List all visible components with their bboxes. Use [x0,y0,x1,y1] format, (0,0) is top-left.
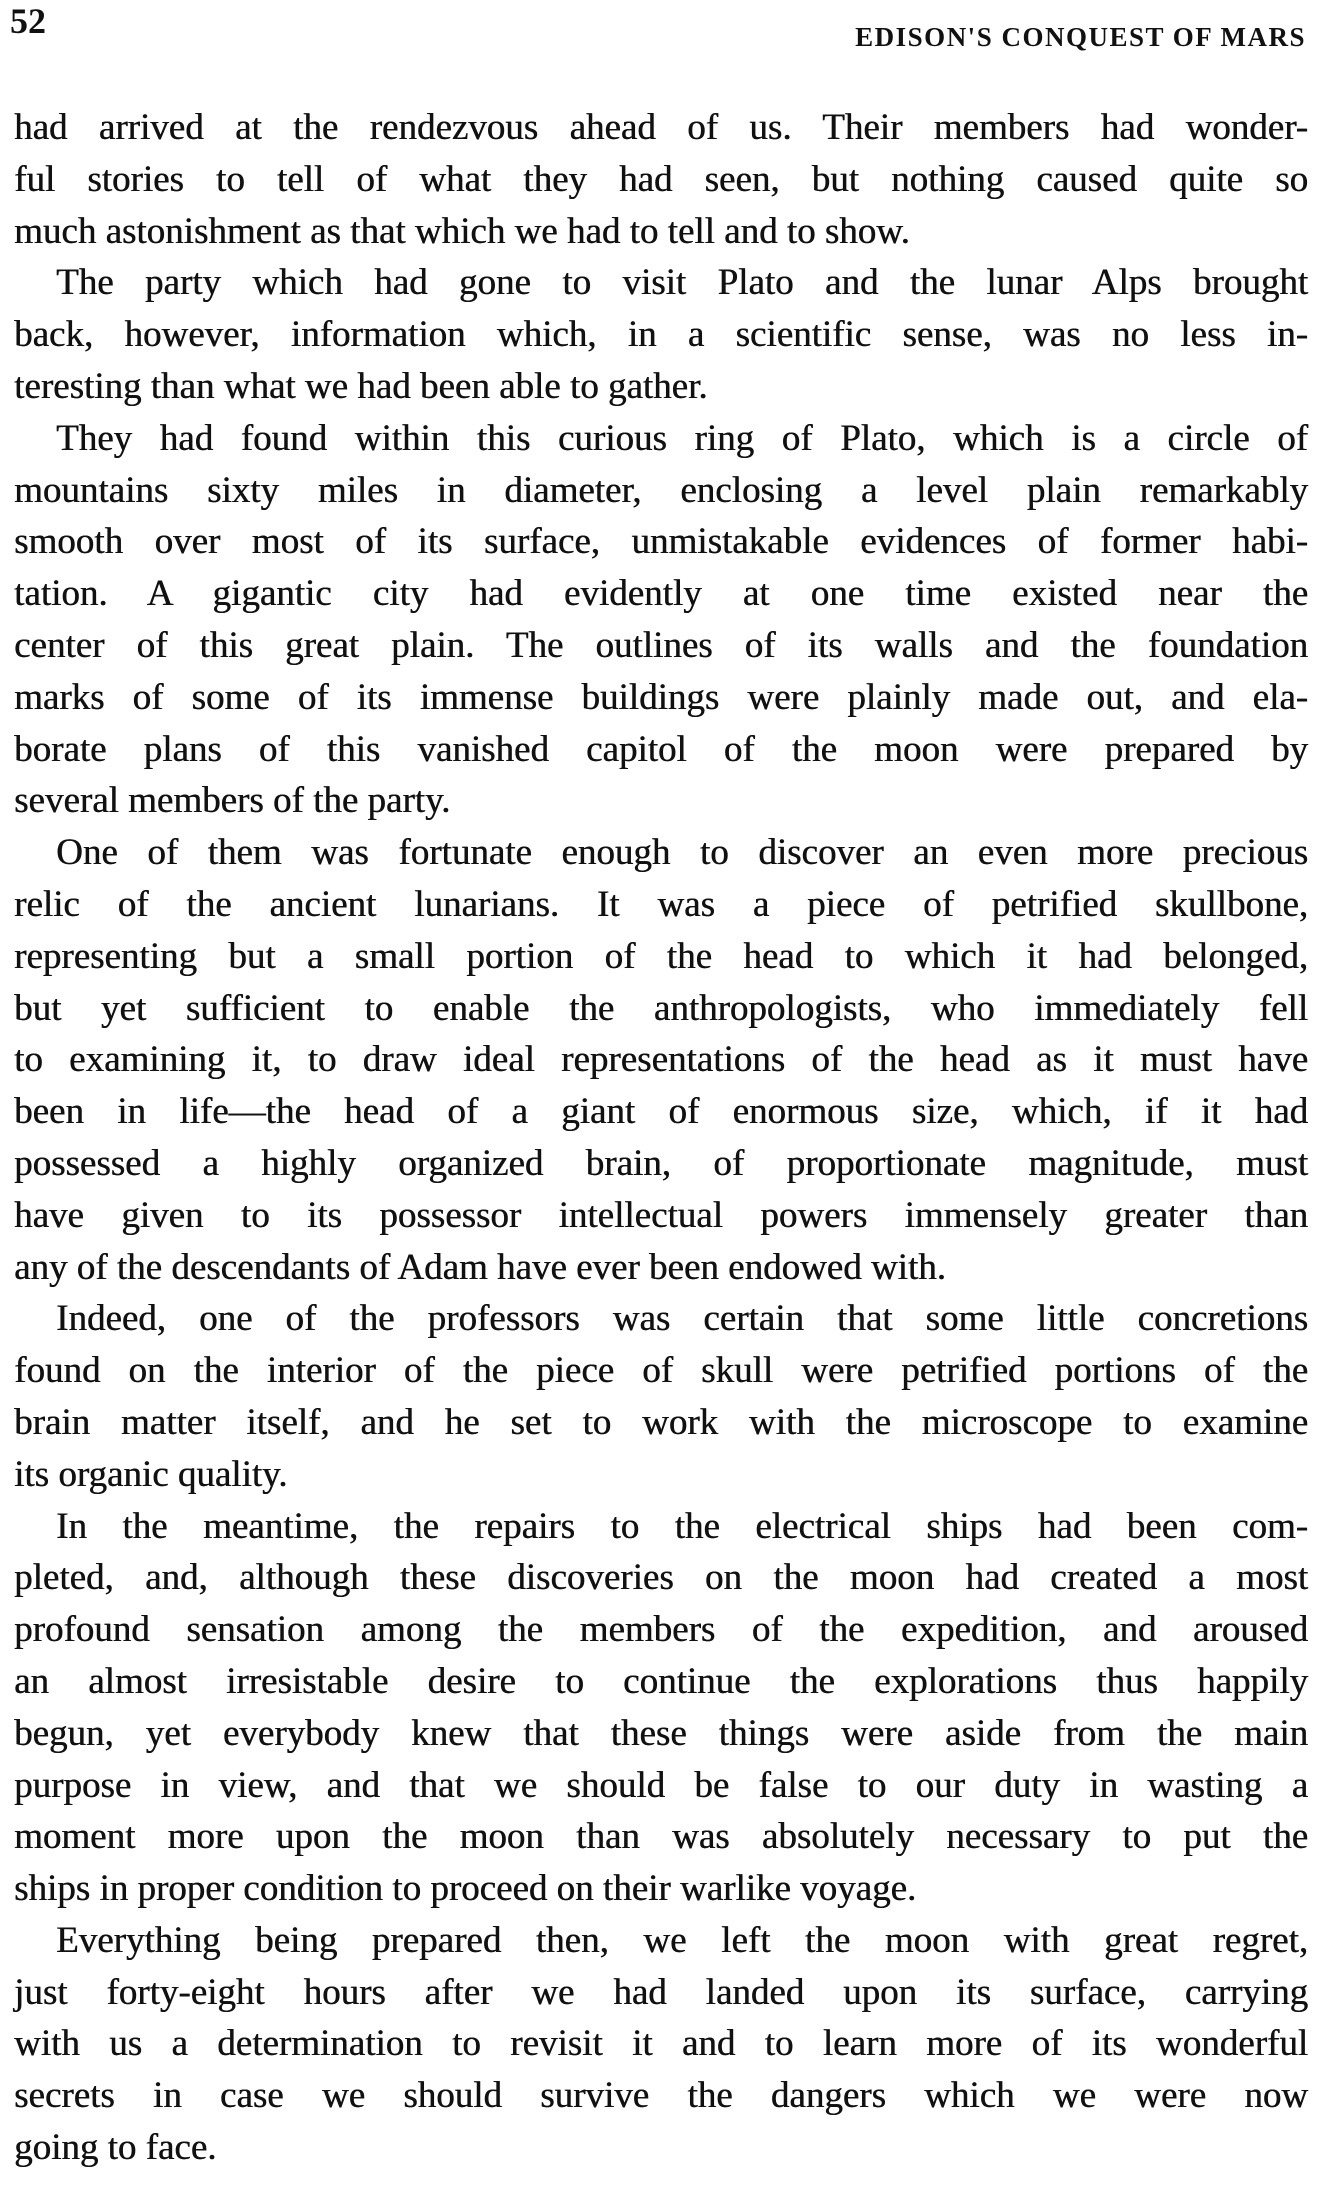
text-line: to examining it, to draw ideal representations of the head as it must have [14,1039,1308,1081]
text-line: borate plans of this vanished capitol of the moon were prepared by [14,728,1308,770]
text-line: center of this great plain. The outlines of its walls and the foundation [14,624,1308,666]
text-line: begun, yet everybody knew that these things were aside from the main [14,1712,1308,1754]
text-line: but yet sufficient to enable the anthropologists, who immediately fell [14,987,1308,1029]
text-line: marks of some of its immense buildings were plainly made out, and ela- [14,676,1308,718]
text-line: several members of the party. [14,780,451,822]
text-line: profound sensation among the members of the expedition, and aroused [14,1609,1308,1651]
text-line: mountains sixty miles in diameter, enclosing a level plain remarkably [14,469,1308,511]
text-line: possessed a highly organized brain, of proportionate magnitude, must [14,1142,1308,1184]
running-title: EDISON'S CONQUEST OF MARS [855,22,1306,52]
text-line: ful stories to tell of what they had seen, but nothing caused quite so [14,158,1308,200]
text-line: One of them was fortunate enough to discover an even more precious [56,832,1308,874]
text-line: its organic quality. [14,1453,288,1495]
text-line: had arrived at the rendezvous ahead of us. Their members had wonder- [14,107,1308,148]
body-text [14,102,1308,2174]
text-line: tation. A gigantic city had evidently at one time existed near the [14,573,1308,615]
text-line: The party which had gone to visit Plato and the lunar Alps brought [56,262,1308,304]
text-line: They had found within this curious ring of Plato, which is a circle of [56,417,1308,459]
text-line: with us a determination to revisit it and to learn more of its wonderful [14,2023,1308,2065]
text-line: moment more upon the moon than was absolutely necessary to put the [14,1816,1308,1858]
text-line: secrets in case we should survive the dangers which we were now [14,2075,1308,2117]
text-line: relic of the ancient lunarians. It was a piece of petrified skullbone, [14,883,1308,925]
text-line: teresting than what we had been able to gather. [14,365,708,407]
text-line: been in life—the head of a giant of enormous size, which, if it had [14,1091,1308,1133]
text-line: In the meantime, the repairs to the electrical ships had been com- [56,1505,1308,1547]
text-line: Indeed, one of the professors was certain that some little concretions [56,1298,1308,1340]
text-line: purpose in view, and that we should be false to our duty in wasting a [14,1764,1308,1806]
text-line: an almost irresistable desire to continue the explorations thus happily [14,1660,1308,1702]
text-line: pleted, and, although these discoveries on the moon had created a most [14,1557,1308,1599]
text-line: Everything being prepared then, we left the moon with great regret, [56,1919,1308,1961]
text-line: smooth over most of its surface, unmistakable evidences of former habi- [14,521,1308,563]
page-number: 52 [10,1,46,41]
text-line: representing but a small portion of the head to which it had belonged, [14,935,1308,977]
text-line: ships in proper condition to proceed on their warlike voyage. [14,1868,917,1910]
text-line: any of the descendants of Adam have ever been endowed with. [14,1246,946,1288]
text-line: much astonishment as that which we had to tell and to show. [14,210,910,252]
text-line: back, however, information which, in a scientific sense, was no less in- [14,314,1308,356]
text-line: just forty-eight hours after we had landed upon its surface, carrying [14,1971,1308,2013]
text-line: brain matter itself, and he set to work with the microscope to examine [14,1401,1308,1443]
text-line: going to face. [14,2127,217,2169]
text-line: have given to its possessor intellectual powers immensely greater than [14,1194,1308,1236]
text-line: found on the interior of the piece of skull were petrified portions of the [14,1350,1308,1392]
